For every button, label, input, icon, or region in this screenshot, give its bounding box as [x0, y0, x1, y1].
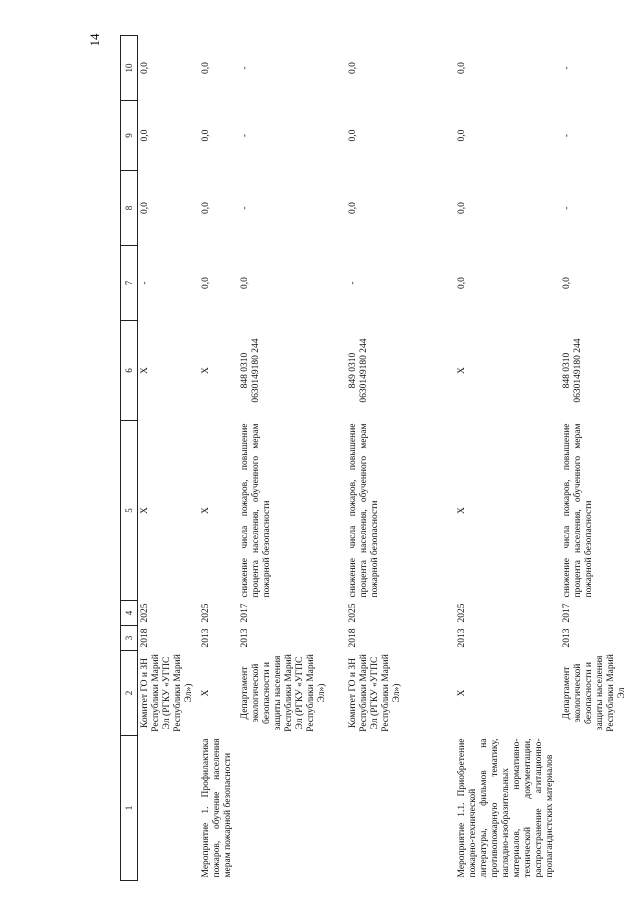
cell-value-7: - — [348, 281, 358, 285]
cell-end-year: 2025 — [457, 603, 467, 623]
program-table — [120, 35, 640, 881]
cell-value-10: 0,0 — [348, 62, 358, 74]
cell-budget-code: X — [140, 367, 150, 374]
cell-budget-code: X — [201, 367, 211, 374]
cell-value-9: 0,0 — [201, 129, 211, 142]
column-header-3: 3 — [121, 626, 138, 651]
cell-value-10: 0,0 — [201, 62, 211, 74]
cell-start-year: 2018 — [140, 628, 150, 648]
cell-executor: Департамент экологической безопасности и защиты населения Республики Марий Эл (РГКУ «УГПС Республики Марий Эл») — [240, 654, 327, 732]
cell-result: снижение числа пожаров, повышение процента населения, обученного мерам пожарной безопасности — [562, 423, 594, 598]
budget-code-line-2: 0630149180 244 — [359, 338, 369, 403]
cell-start-year: 2018 — [348, 628, 358, 648]
cell-measure — [138, 736, 200, 881]
cell-budget-code: X — [457, 367, 467, 374]
column-number-row — [121, 36, 138, 881]
cell-value-10: - — [562, 66, 572, 70]
cell-result: X — [140, 507, 150, 514]
column-header-5: 5 — [121, 421, 138, 601]
cell-value-7: 0,0 — [240, 277, 250, 289]
cell-measure — [346, 736, 455, 881]
cell-budget-code — [346, 321, 455, 421]
column-header-4: 4 — [121, 601, 138, 626]
cell-value-8: 0,0 — [140, 202, 150, 214]
cell-value-9: 0,0 — [348, 129, 358, 142]
column-header-7: 7 — [121, 246, 138, 321]
cell-end-year: 2017 — [562, 603, 572, 623]
cell-measure — [560, 736, 640, 881]
cell-start-year: 2013 — [240, 628, 250, 648]
cell-end-year: 2025 — [201, 603, 211, 623]
cell-measure: Мероприятие 1.1. Приобретение пожарно-технической литературы, фильмов на противопожарную тематику, наглядно-изобразительных материалов, нормативно-технической документации, распространение агитационно-пропагандистских материалов — [457, 738, 555, 878]
cell-value-9: - — [562, 133, 572, 138]
cell-end-year: 2025 — [348, 603, 358, 623]
cell-value-9: - — [240, 133, 250, 138]
cell-result: снижение числа пожаров, повышение процента населения, обученного мерам пожарной безопасности — [348, 423, 380, 598]
column-header-1: 1 — [121, 736, 138, 881]
budget-code-line-2: 0630149180 244 — [573, 338, 583, 403]
cell-value-8: 0,0 — [457, 202, 467, 214]
cell-value-8: 0,0 — [201, 202, 211, 214]
cell-value-10: - — [240, 66, 250, 70]
cell-measure: Мероприятие 1. Профилактика пожаров, обучение населения мерам пожарной безопасности — [201, 738, 233, 878]
cell-value-7: 0,0 — [562, 277, 572, 289]
cell-value-7: 0,0 — [457, 277, 467, 289]
cell-value-9: 0,0 — [140, 129, 150, 142]
table-row — [138, 36, 200, 881]
cell-start-year: 2013 — [201, 628, 211, 648]
budget-code-line-1: 848 0310 — [562, 352, 572, 389]
budget-code-line-1: 849 0310 — [348, 352, 358, 389]
cell-budget-code — [560, 321, 640, 421]
cell-value-10: 0,0 — [140, 62, 150, 74]
column-header-10: 10 — [121, 36, 138, 101]
cell-value-10: 0,0 — [457, 62, 467, 74]
table-row — [238, 36, 346, 881]
cell-start-year: 2013 — [562, 628, 572, 648]
cell-executor: X — [201, 689, 211, 697]
table-row — [199, 36, 238, 881]
cell-value-9: 0,0 — [457, 129, 467, 142]
budget-code-line-1: 848 0310 — [240, 352, 250, 389]
column-header-9: 9 — [121, 101, 138, 171]
column-header-8: 8 — [121, 171, 138, 246]
cell-result: снижение числа пожаров, повышение процента населения, обученного мерам пожарной безопасности — [240, 423, 272, 598]
column-header-6: 6 — [121, 321, 138, 421]
cell-budget-code — [238, 321, 346, 421]
cell-executor: Департамент экологической безопасности и защиты населения Республики Марий Эл — [562, 654, 627, 732]
cell-result: X — [201, 507, 211, 514]
cell-result: X — [457, 507, 467, 514]
cell-start-year: 2013 — [457, 628, 467, 648]
cell-end-year: 2025 — [140, 603, 150, 623]
table-row — [560, 36, 640, 881]
page-number: 14 — [87, 33, 102, 47]
cell-value-7: - — [140, 281, 150, 285]
cell-value-8: - — [240, 206, 250, 210]
cell-value-8: 0,0 — [348, 202, 358, 214]
cell-executor: X — [457, 689, 467, 697]
cell-value-8: - — [562, 206, 572, 210]
cell-value-7: 0,0 — [201, 277, 211, 289]
table-row — [346, 36, 455, 881]
cell-executor: Комитет ГО и ЗН Республики Марий Эл (РГКУ «УГПС Республики Марий Эл») — [140, 654, 194, 732]
budget-code-line-2: 0630149180 244 — [251, 338, 261, 403]
cell-executor: Комитет ГО и ЗН Республики Марий Эл (РГКУ «УГПС Республики Марий Эл») — [348, 654, 402, 732]
column-header-2: 2 — [121, 651, 138, 736]
cell-measure — [238, 736, 346, 881]
table-row — [455, 36, 560, 881]
cell-end-year: 2017 — [240, 603, 250, 623]
